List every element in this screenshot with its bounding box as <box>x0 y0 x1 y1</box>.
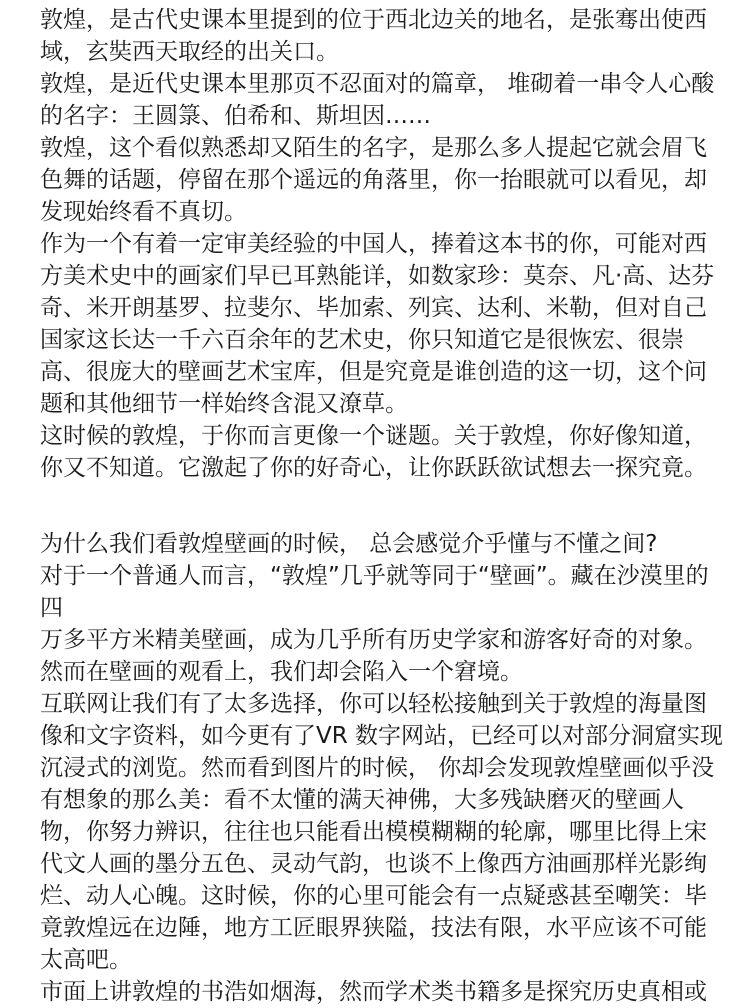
mural-viewing-section <box>40 528 730 1008</box>
paragraph-books-on-dunhuang: 市面上讲敦煌的书浩如烟海，然而学术类书籍多是探究历史真相或 <box>40 979 707 1005</box>
paragraph-dunhuang-familiar-strange: 敦煌，这个看似熟悉却又陌生的名字，是那么多人提起它就会眉飞 色舞的话题，停留在那个遥远的角落里，你一抬眼就可以看见，却 发现始终看不真切。 <box>40 135 707 225</box>
paragraph-why-question: 为什么我们看敦煌壁画的时候， 总会感觉介乎懂与不懂之间? <box>40 531 658 557</box>
paragraph-dunhuang-ancient-history: 敦煌，是古代史课本里提到的位于西北边关的地名，是张骞出使西 域，玄奘西天取经的出关口。 <box>40 7 707 65</box>
paragraph-dunhuang-mystery: 这时候的敦煌，于你而言更像一个谜题。关于敦煌，你好像知道， 你又不知道。它激起了你的好奇心，让你跃跃欲试想去一探究竟。 <box>40 423 707 481</box>
paragraph-internet-choices: 互联网让我们有了太多选择，你可以轻松接触到关于敦煌的海量图 像和文字资料，如今更有了VR 数字网站，已经可以对部分洞窟实现 沉浸式的浏览。然而看到图片的时候， 你却会发现敦煌壁画似乎没 有想象的那么美：看不太懂的满天神佛，大多残缺磨灭的壁画人 物，你努力辨识，往往也只能看出模模糊糊的轮廓，哪里比得上宋 代文人画的墨分五色、灵动气韵，也谈不上像西方油画那样光影绚 烂、动人心魄。这时候，你的心里可能会有一点疑惑甚至嘲笑：毕 竟敦煌远在边陲，地方工匠眼界狭隘，技法有限，水平应该不可能 太高吧。 <box>40 691 724 973</box>
intro-section <box>40 4 730 484</box>
paragraph-dunhuang-modern-history: 敦煌，是近代史课本里那页不忍面对的篇章， 堆砌着一串令人心酸 的名字：王圆箓、伯希和、斯坦因…… <box>40 71 715 129</box>
paragraph-western-art-comparison: 作为一个有着一定审美经验的中国人，捧着这本书的你，可能对西 方美术史中的画家们早已耳熟能详，如数家珍：莫奈、凡·高、达芬 奇、米开朗基罗、拉斐尔、毕加索、列宾、达利、米勒，但对自己 国家这长达一千六百余年的艺术史，你只知道它是很恢宏、很崇 高、很庞大的壁画艺术宝库，但是究竟是谁创造的这一切，这个问 题和其他细节一样始终含混又潦草。 <box>40 231 715 417</box>
paragraph-dunhuang-equals-murals: 对于一个普通人而言，“敦煌”几乎就等同于“壁画”。藏在沙漠里的四 万多平方米精美壁画，成为几乎所有历史学家和游客好奇的对象。 然而在壁画的观看上，我们却会陷入一个窘境。 <box>40 563 709 685</box>
